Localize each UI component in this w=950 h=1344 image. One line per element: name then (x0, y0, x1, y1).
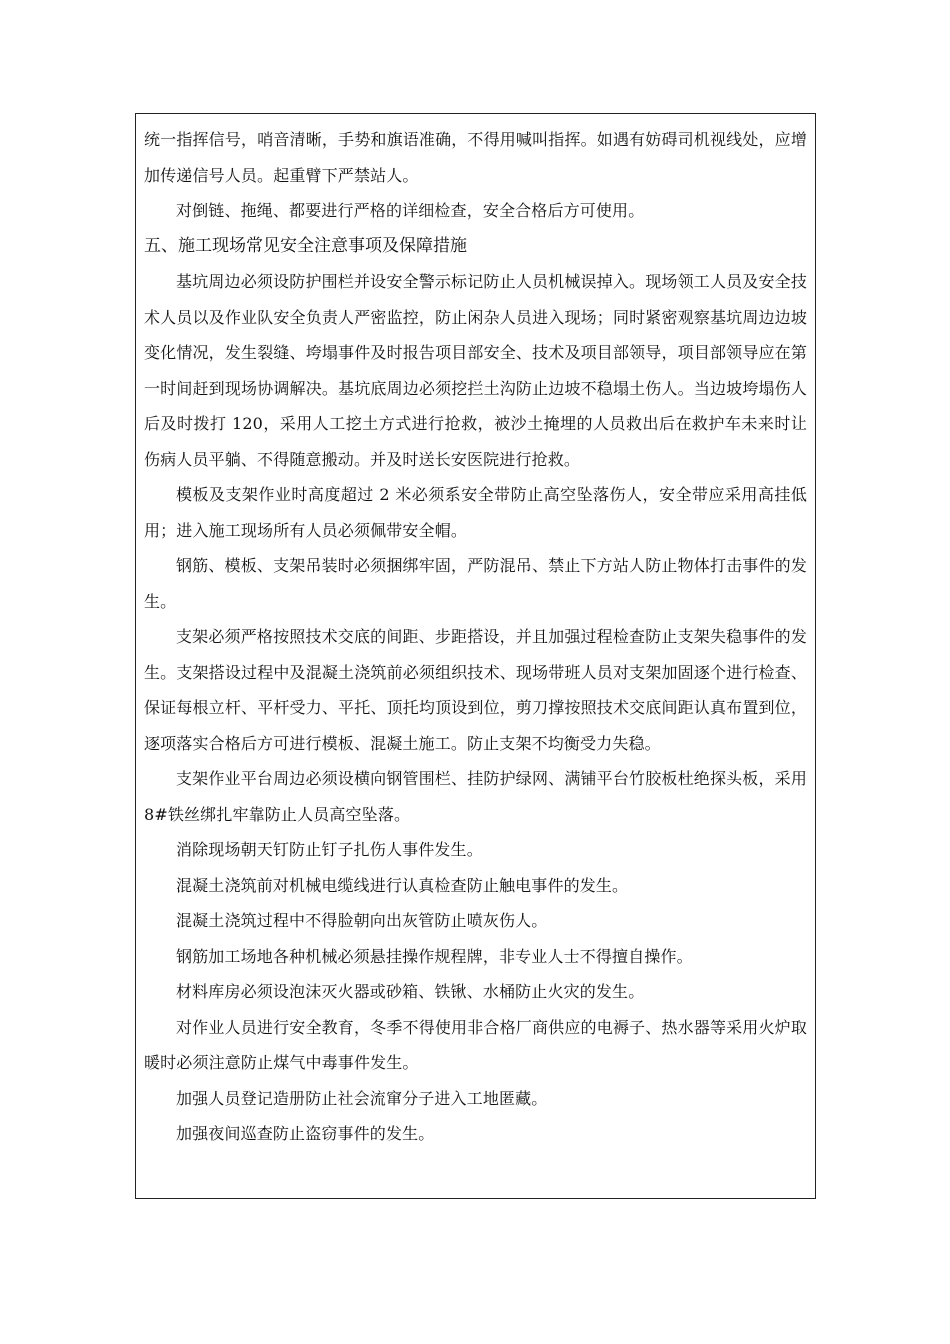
paragraph-foundation-pit: 基坑周边必须设防护围栏并设安全警示标记防止人员机械误掉入。现场领工人员及安全技术人员以及作业队安全负责人严密监控，防止闲杂人员进入现场；同时紧密观察基坑周边边坡变化情况，发生裂缝、垮塌事件及时报告项目部安全、技术及项目部领导，项目部领导应在第一时间赶到现场协调解决。基坑底周边必须挖拦土沟防止边坡不稳塌土伤人。当边坡垮塌伤人后及时拨打 120，采用人工挖土方式进行抢救，被沙土掩埋的人员救出后在救护车未来时让伤病人员平躺、不得随意搬动。并及时送长安医院进行抢救。 (144, 272, 807, 469)
paragraph-hoisting: 钢筋、模板、支架吊装时必须捆绑牢固，严防混吊、禁止下方站人防止物体打击事件的发生。 (144, 556, 807, 611)
paragraph-signal-command: 统一指挥信号，哨音清晰，手势和旗语准确，不得用喊叫指挥。如遇有妨碍司机视线处，应增加传递信号人员。起重臂下严禁站人。 (144, 130, 807, 185)
paragraph-personnel-registration: 加强人员登记造册防止社会流窜分子进入工地匿藏。 (176, 1088, 548, 1108)
paragraph-steel-yard: 钢筋加工场地各种机械必须悬挂操作规程牌，非专业人士不得擅自操作。 (176, 946, 693, 966)
paragraph-night-patrol: 加强夜间巡查防止盗窃事件的发生。 (176, 1124, 435, 1143)
section-heading-five: 五、施工现场常见安全注意事项及保障措施 (144, 235, 467, 256)
paragraph-chain-inspection: 对倒链、拖绳、都要进行严格的详细检查，安全合格后方可使用。 (176, 201, 645, 220)
document-frame (135, 113, 816, 1199)
paragraph-support-frame: 支架必须严格按照技术交底的间距、步距搭设，并且加强过程检查防止支架失稳事件的发生。支架搭设过程中及混凝土浇筑前必须组织技术、现场带班人员对支架加固逐个进行检查、保证每根立杆、平杆受力、平托、顶托均顶设到位，剪刀撑按照技术交底间距认真布置到位，逐项落实合格后方可进行模板、混凝土施工。防止支架不均衡受力失稳。 (144, 627, 807, 753)
paragraph-upward-nails: 消除现场朝天钉防止钉子扎伤人事件发生。 (176, 840, 483, 859)
paragraph-concrete-pouring: 混凝土浇筑过程中不得脸朝向出灰管防止喷灰伤人。 (176, 911, 548, 930)
paragraph-cable-check: 混凝土浇筑前对机械电缆线进行认真检查防止触电事件的发生。 (176, 875, 629, 895)
paragraph-warehouse-fire: 材料库房必须设泡沫灭火器或砂箱、铁锹、水桶防止火灾的发生。 (176, 982, 645, 1001)
paragraph-formwork-safety-belt: 模板及支架作业时高度超过 2 米必须系安全带防止高空坠落伤人，安全带应采用高挂低用；进入施工现场所有人员必须佩带安全帽。 (144, 485, 807, 540)
paragraph-work-platform: 支架作业平台周边必须设横向钢管围栏、挂防护绿网、满铺平台竹胶板杜绝探头板，采用 8#铁丝绑扎牢靠防止人员高空坠落。 (144, 769, 807, 824)
paragraph-safety-education: 对作业人员进行安全教育，冬季不得使用非合格厂商供应的电褥子、热水器等采用火炉取暖时必须注意防止煤气中毒事件发生。 (144, 1017, 807, 1072)
